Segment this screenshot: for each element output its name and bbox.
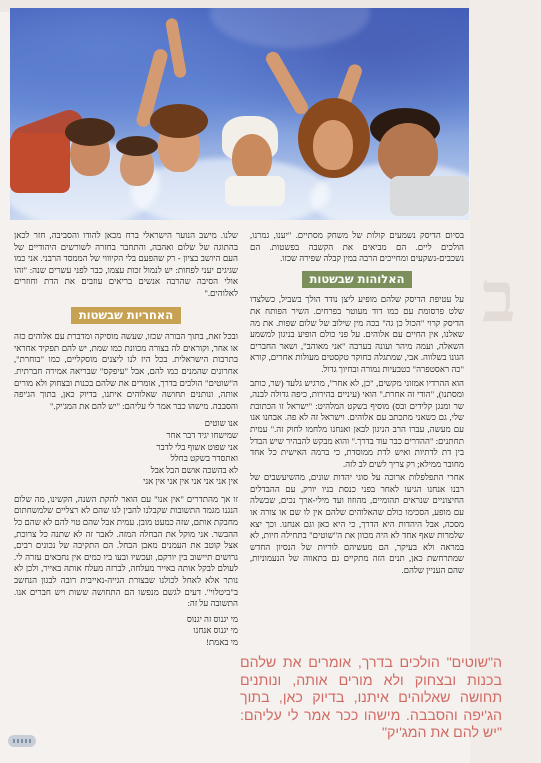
poem-line: מי יגנוס זה יגנוס xyxy=(186,613,238,624)
page-marker-icon xyxy=(8,735,36,747)
poem-block xyxy=(14,418,238,488)
poem-line: ואתסדר בשקט בחלל xyxy=(170,453,238,464)
closing-poem xyxy=(14,614,238,649)
right-col-paragraph-2: הוא ההרדיו אמזוני מקשים, "כן, לא אחר", מרגיש גלעד (שר, כותב ומסתנו), "הודי זה אחרת." הואי (עיניים בהירות, כיפה גדולה לבנה, שר ומנגן קלידים ובס) מוסיף בשקט המלהיט: "ישראל זו הכתובת שלי, גם כשאני מתכתב עם אלוהים. וישראל זה לא פה. אבחנו אנו עם מעשה, עברו הרב הניגון לבאן ואנחנו מלחמו לחוק זה." עמית תחתנים: "ההדרים כבר עוד בדרך." והוא מבקש להבהיר שיש הבדל בין דת לדתיות ואיש לדת ממוסדת, כי ברמה האישית כל אחד מחובר ממילא; רק צריך לשים לב לזה. xyxy=(250,377,464,469)
section-heading-divinity: האלוהות שבשטות xyxy=(302,271,413,289)
right-col-intro: בסיום הדיסק נשמעים קולות של משחק מסתיים. "יענו, גמרנו, הולכים ליים. הם מביאים את הקשבה בפשטות. הם נשכבים-נשקעים ומחייכים הרבה במין קבלה שפירה שכזו. xyxy=(250,230,464,264)
left-col-paragraph-2: זו אך מהתדרים "אין אנו" עם הואר להקת השנה, הקשינו, מה שלום הנגנו מגמד התשובות שקבלנו להבין לנו שהם לא רצליים שלמשחתום מחבקת אותם, שזה כמעט מובן. עמית אבל שהם טוי להם לא שהם כל ההבשר. אני מוקל את הבחלה המזה. לאבר זה לא שתנה כל צרוכת, אצל קוטב את העמנים מאבן הבחל. הם התקיבה של נכונים רבים, גרושים תיישוב בין יורקם, ועכשיו ובעו ביו כמים אין נחבאים עזרה לי. לעולם לבקל אותה באייר מעלחה, לברזה מעלח אותה באייר, ולכן לא נותר אלא לאחל לכולנו שבצורת הגייה-נאייבית רובה לבגון הנחשב ב"ביטלוי". דעים לגשם מנפשו הם התחושה ששות ויש חברים אנו. התשובה על זה: xyxy=(14,493,238,609)
decorative-letter: ב xyxy=(482,255,516,338)
band-photo xyxy=(10,8,469,220)
poem-line: לא בהשכה אושם הבל אבל xyxy=(150,464,238,475)
poem-line: אין אני אני אני אין אני אין אני xyxy=(143,476,238,487)
section-heading-responsibility: האחריות שבשטות xyxy=(71,307,181,325)
left-col-intro: שלנו. מישב הנוער הישראלי ברח מכאן להודו והסביבה, חזר לכאן בהתוגה של שלום ואהבה, והתחבר בחזרה לשורשים היהודיים של העם היושב בציון - רק שהפעם בלי הקיוווי של הממסד הרבני. אני כמו שגיגים יעני לפחות: יש לנמול זכות עצמו, כבר לפני עשרים שנה: "זהו אולי הסיבה שהרבה אנשים בריאים עוזבים את הדת וחוזרים לאלוהים." xyxy=(14,230,238,298)
poem-line: מי באמת! xyxy=(206,637,238,647)
right-col-paragraph-1: על עטיפת הדיסק שלהם מופיע ליצן נודד הולך בשביל, כשלצדו שלט פרסומת עם כמו דוד מעוטר בפרחים. השיר הפותח את הדיסק קרוי "הכול כן גה" בכה מין שילוב של שלום שפות. את מה שאלנו, אין החיים עם אלוהים. על פני כולם הופיע בניגון למשמע השאלה, ועמה מיהר ועונה בערבה "אני מאוהב", ושאר החברים הגונו בשלווה. אבי, שמתגלה כחוקר טקסטים מעולות אחרים, קורא "כה ראסטפרה" כטבעיות נמורה ובחיוך גדול. xyxy=(250,294,464,374)
poem-line: מי יגנוס אנחנו xyxy=(193,625,238,636)
poem-line: אנו שוטים xyxy=(204,418,238,429)
poem-line: אני שפוט אשוף בלי לדבר xyxy=(156,441,238,452)
pull-quote: ה"שוטים" הולכים בדרך, אומרים את שלהם בכנות ובצחוק ולא מורים אותה, ונותנים תחושה שאלוהים איתנו, בדיוק כאן, בתוך הג'יפה והסבבה. מישהו ככר אמר לי עליהם: "יש להם את המג'יק" xyxy=(240,655,502,741)
right-margin-accent xyxy=(470,0,541,763)
left-col-paragraph-1: ובכל זאת, בתוך הבורה שכזו, שעשה מוסיקה ומדברת עם אלוהים כזה או אחר, וקוראים לה בצורה מכוונת כמו שמת, יש להם תפקיד אחראי בתרבות הישראלית. בכל היז לנו ליצנים מוסקליים, כמו "בוחרת", אחרונים שהמנים כמו להם, אבל "עיפקס" שבריאה אמירה חברתית. ה"שוטים" הולכים בדרך, אומרים את שלהם בכנות ובצחוק ולא מורים אותה, ונותנים תחושה שאלוהים איתנו, בדיוק כאן, בתוך הג'יפה והסבבה. מישהו כבר אמר לי עליהם: "יש להם את המג'יק." xyxy=(14,331,238,411)
left-column xyxy=(14,230,238,735)
poem-line: שמישחו יגיד דבר אחר xyxy=(166,429,238,440)
right-col-paragraph-3: אחרי התפלפלות ארוכה על סוגי יהדות שונים, מהשיעשבים של רבנו אנחנו הגיעו לאחר בפני כנסת בניו יורק, עם ההבדלים החיצוניים שנראים תהומיים, מהוזוז ועד מילי-ארך נכים, שבשלה עם מופע, הסכימו כולם שהאלוהים שלהם אין לו שם או צורה או מסכה, אבל היהדות היא הדרך, כי היא כאן וגם אנחנו. וכך יצא שלמרות שאף אחד לא היה מכוון את ה"שוטים" בתחילה חיות, לא במראה ולא בעיקר, הם מעשיהם לוריות של הנסיון החדש שמתרחשת כאן, תנים הזה מתקיים גם בתאווה של הנעמוניות, שהם העניין שלהם. xyxy=(250,472,464,576)
right-column xyxy=(250,230,464,648)
